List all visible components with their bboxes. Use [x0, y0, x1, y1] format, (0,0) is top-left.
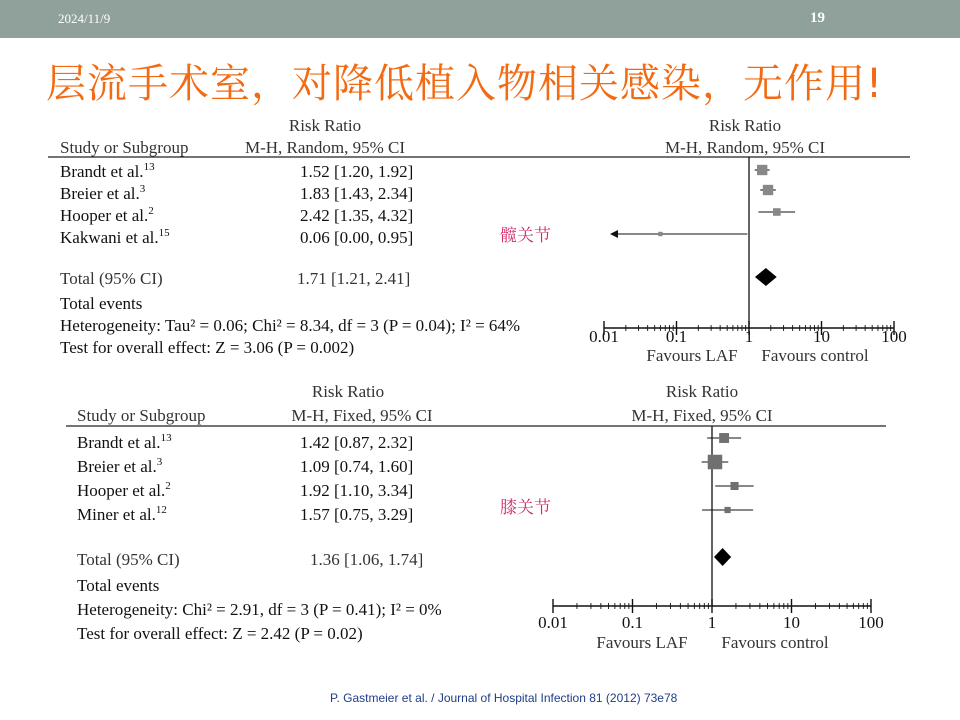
study-name: Breier et al.$^3$: [77, 456, 163, 476]
study-rr-ci: 1.57 [0.75, 3.29]: [300, 505, 414, 524]
slide-title: 层流手术室，对降低植入物相关感染，无作用!: [46, 61, 884, 107]
x-tick-label: 100: [858, 613, 884, 632]
study-row: [77, 456, 413, 476]
study-row: [60, 227, 413, 247]
study-rr-ci: 1.92 [1.10, 3.34]: [300, 481, 414, 500]
x-tick-label: 0.01: [538, 613, 568, 632]
study-marker: [719, 433, 729, 443]
study-rr-ci: 1.42 [0.87, 2.32]: [300, 433, 414, 452]
plot-header-title: Risk Ratio: [665, 382, 739, 401]
joint-annotation: 膝关节: [500, 498, 551, 518]
x-tick-label: 1: [744, 327, 754, 346]
study-column-header: Study or Subgroup: [77, 406, 206, 425]
study-name: Brandt et al.$^{13}$: [60, 161, 155, 181]
favours-left-label: Favours LAF: [646, 346, 738, 365]
x-tick-label: 100: [881, 327, 907, 346]
rr-column-method: M-H, Random, 95% CI: [244, 138, 406, 157]
x-tick-label: 10: [783, 613, 800, 632]
study-marker: [724, 507, 730, 513]
study-row: [60, 161, 413, 181]
total-events-label: Total events: [60, 294, 143, 313]
x-tick-label: 0.1: [665, 327, 688, 346]
study-name: Brandt et al.$^{13}$: [77, 432, 172, 452]
forest-plot-hip: [48, 116, 910, 365]
forest-plot-knee: [66, 382, 886, 652]
study-row: [77, 504, 413, 524]
study-rr-ci: 1.09 [0.74, 1.60]: [300, 457, 414, 476]
ci-arrow-left: [610, 230, 618, 238]
study-marker: [773, 208, 781, 216]
study-column-header: Study or Subgroup: [60, 138, 189, 157]
total-rr-ci: 1.71 [1.21, 2.41]: [297, 269, 411, 288]
study-name: Hooper et al.$^2$: [77, 480, 171, 500]
total-rr-ci: 1.36 [1.06, 1.74]: [310, 550, 424, 569]
x-tick-label: 1: [707, 613, 717, 632]
total-label: Total (95% CI): [77, 550, 180, 569]
study-row: [60, 183, 413, 203]
total-events-label: Total events: [77, 576, 160, 595]
pooled-diamond: [714, 548, 731, 566]
heterogeneity-text: Heterogeneity: Chi² = 2.91, df = 3 (P = 0.41); I² = 0%: [77, 600, 442, 619]
plot-header-method: M-H, Fixed, 95% CI: [631, 406, 773, 425]
favours-left-label: Favours LAF: [596, 633, 688, 652]
plot-header-title: Risk Ratio: [708, 116, 782, 135]
favours-right-label: Favours control: [721, 633, 829, 652]
plot-header-method: M-H, Random, 95% CI: [664, 138, 826, 157]
study-rr-ci: 1.52 [1.20, 1.92]: [300, 162, 414, 181]
rr-column-title: Risk Ratio: [311, 382, 385, 401]
study-name: Hooper et al.$^2$: [60, 205, 154, 225]
rr-column-title: Risk Ratio: [288, 116, 362, 135]
favours-right-label: Favours control: [761, 346, 869, 365]
overall-effect-text: Test for overall effect: Z = 2.42 (P = 0.02): [77, 624, 363, 643]
study-marker: [708, 455, 723, 470]
overall-effect-text: Test for overall effect: Z = 3.06 (P = 0.002): [60, 338, 355, 357]
study-row: [60, 205, 413, 225]
source-citation: P. Gastmeier et al. / Journal of Hospital Infection 81 (2012) 73e78: [330, 691, 678, 705]
study-marker: [763, 185, 773, 195]
pooled-diamond: [755, 268, 777, 286]
study-row: [77, 432, 413, 452]
study-rr-ci: 0.06 [0.00, 0.95]: [300, 228, 414, 247]
heterogeneity-text: Heterogeneity: Tau² = 0.06; Chi² = 8.34, df = 3 (P = 0.04); I² = 64%: [60, 316, 521, 335]
study-row: [77, 480, 413, 500]
joint-annotation: 髋关节: [500, 226, 551, 246]
study-name: Breier et al.$^3$: [60, 183, 146, 203]
total-label: Total (95% CI): [60, 269, 163, 288]
slide-date: 2024/11/9: [58, 11, 111, 26]
study-rr-ci: 1.83 [1.43, 2.34]: [300, 184, 414, 203]
forest-plot-area: [538, 426, 884, 632]
slide-page-number: 19: [810, 10, 825, 26]
study-marker: [730, 482, 738, 490]
study-marker: [757, 165, 767, 175]
study-name: Kakwani et al.$^{15}$: [60, 227, 170, 247]
forest-plot-area: [589, 157, 907, 346]
x-tick-label: 10: [813, 327, 830, 346]
rr-column-method: M-H, Fixed, 95% CI: [291, 406, 433, 425]
x-tick-label: 0.1: [621, 613, 644, 632]
study-marker: [658, 232, 662, 236]
x-tick-label: 0.01: [589, 327, 619, 346]
study-rr-ci: 2.42 [1.35, 4.32]: [300, 206, 414, 225]
study-name: Miner et al.$^{12}$: [77, 504, 167, 524]
